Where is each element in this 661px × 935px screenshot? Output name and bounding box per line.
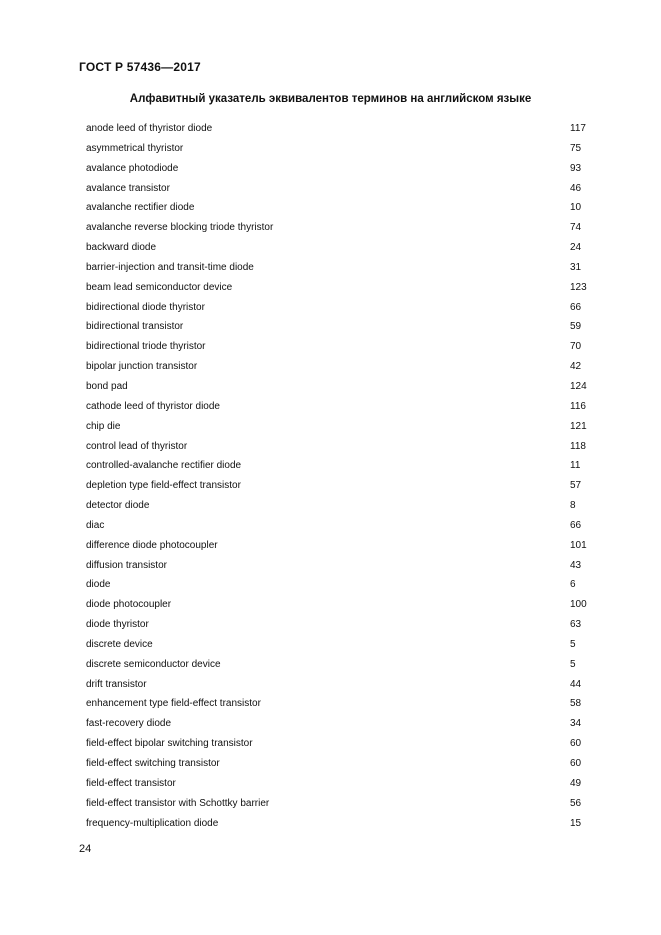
index-term: enhancement type field-effect transistor (86, 698, 261, 710)
index-entry (86, 575, 596, 595)
index-term: avalance transistor (86, 182, 170, 194)
index-term: field-effect switching transistor (86, 758, 220, 769)
index-term-number: 118 (570, 440, 586, 452)
index-term: field-effect bipolar switching transistor (86, 738, 253, 750)
index-entry (86, 814, 596, 834)
index-term-number: 66 (570, 301, 582, 313)
index-term-number: 43 (570, 559, 582, 571)
index-term: diode photocoupler (86, 599, 172, 611)
index-term: frequency-multiplication diode (86, 817, 219, 829)
index-term: backward diode (86, 242, 157, 254)
index-term-number: 124 (570, 380, 587, 392)
index-entry (86, 278, 596, 298)
index-entry (86, 774, 596, 794)
index-term: difference diode photocoupler (86, 539, 218, 551)
index-term: drift transistor (86, 678, 147, 690)
index-entry (86, 794, 596, 814)
index-term-number: 93 (570, 162, 582, 174)
index-entry (86, 516, 596, 536)
index-entry (86, 337, 596, 357)
index-term: discrete semiconductor device (86, 658, 221, 670)
index-entry (86, 218, 596, 238)
index-term-number: 15 (570, 817, 582, 829)
index-term-number: 60 (570, 758, 582, 769)
index-entry (86, 754, 596, 774)
index-entry (86, 179, 596, 199)
index-entry (86, 417, 596, 437)
index-term-number: 5 (570, 658, 576, 670)
index-entry (86, 198, 596, 218)
index-entry (86, 437, 596, 457)
index-entry (86, 397, 596, 417)
index-term-number: 60 (570, 738, 582, 750)
index-term-number: 11 (570, 460, 581, 472)
index-term-number: 116 (570, 400, 586, 412)
index-term: bidirectional diode thyristor (86, 301, 205, 313)
index-entry (86, 317, 596, 337)
index-term-number: 75 (570, 142, 582, 154)
index-term-number: 63 (570, 619, 582, 631)
index-term: discrete device (86, 638, 153, 650)
page-title: Алфавитный указатель эквивалентов терминов на английском языке (129, 93, 532, 105)
index-entry (86, 694, 596, 714)
index-term: controlled-avalanche rectifier diode (86, 460, 242, 472)
index-term: barrier-injection and transit-time diode (86, 261, 254, 273)
index-term: avalance photodiode (86, 162, 179, 174)
index-term: anode leed of thyristor diode (86, 123, 213, 134)
index-entry (86, 734, 596, 754)
index-term-number: 5 (570, 638, 576, 650)
index-term: bidirectional triode thyristor (86, 341, 206, 353)
index-term-number: 58 (570, 698, 582, 710)
index-term-number: 46 (570, 182, 582, 194)
index-term: diode thyristor (86, 619, 149, 631)
index-entry (86, 714, 596, 734)
index-entry (86, 595, 596, 615)
index-term-number: 117 (570, 123, 586, 134)
index-term: diac (86, 519, 105, 531)
index-term: detector diode (86, 500, 150, 512)
index-term: asymmetrical thyristor (86, 142, 184, 154)
index-entry (86, 456, 596, 476)
index-term-number: 6 (570, 579, 576, 591)
index-term: cathode leed of thyristor diode (86, 400, 220, 412)
index-term: depletion type field-effect transistor (86, 480, 241, 492)
index-entry (86, 357, 596, 377)
index-term: chip die (86, 420, 121, 432)
index-term-number: 8 (570, 500, 576, 512)
index-term-number: 49 (570, 777, 582, 789)
index-entry (86, 119, 596, 139)
index-term-number: 100 (570, 599, 587, 611)
index-entry (86, 615, 596, 635)
index-entry (86, 556, 596, 576)
index-term: field-effect transistor with Schottky barrier (86, 797, 270, 809)
index-term: control lead of thyristor (86, 440, 188, 452)
index-entry (86, 536, 596, 556)
index-term-number: 56 (570, 797, 582, 809)
index-entry (86, 159, 596, 179)
index-term: bond pad (86, 380, 128, 392)
index-term: diffusion transistor (86, 559, 167, 571)
index-entry (86, 675, 596, 695)
index-term: bipolar junction transistor (86, 361, 198, 373)
index-term: avalanche rectifier diode (86, 202, 195, 214)
index-term-number: 121 (570, 420, 587, 432)
index-entry (86, 258, 596, 278)
index-term: field-effect transistor (86, 777, 176, 789)
index-entry (86, 238, 596, 258)
index-term-number: 57 (570, 480, 582, 492)
index-term-number: 123 (570, 281, 587, 293)
index-term-number: 42 (570, 361, 582, 373)
index-entry (86, 496, 596, 516)
index-term-number: 24 (570, 242, 582, 254)
standard-code: ГОСТ Р 57436—2017 (79, 60, 201, 74)
index-term-number: 101 (570, 539, 587, 551)
index-term: diode (86, 579, 111, 591)
term-index-list (86, 119, 596, 833)
index-entry (86, 377, 596, 397)
index-term: beam lead semiconductor device (86, 281, 233, 293)
index-entry (86, 635, 596, 655)
index-term: fast-recovery diode (86, 718, 172, 730)
index-entry (86, 298, 596, 318)
index-term-number: 34 (570, 718, 582, 730)
page-number: 24 (79, 843, 92, 855)
index-entry (86, 476, 596, 496)
index-term: avalanche reverse blocking triode thyristor (86, 222, 274, 234)
index-entry (86, 655, 596, 675)
index-term-number: 10 (570, 202, 582, 214)
index-term-number: 66 (570, 519, 582, 531)
index-term-number: 74 (570, 222, 582, 234)
index-term-number: 44 (570, 678, 582, 690)
index-term-number: 70 (570, 341, 582, 353)
index-entry (86, 139, 596, 159)
index-term-number: 59 (570, 321, 582, 333)
index-term-number: 31 (570, 261, 582, 273)
index-term: bidirectional transistor (86, 321, 184, 333)
